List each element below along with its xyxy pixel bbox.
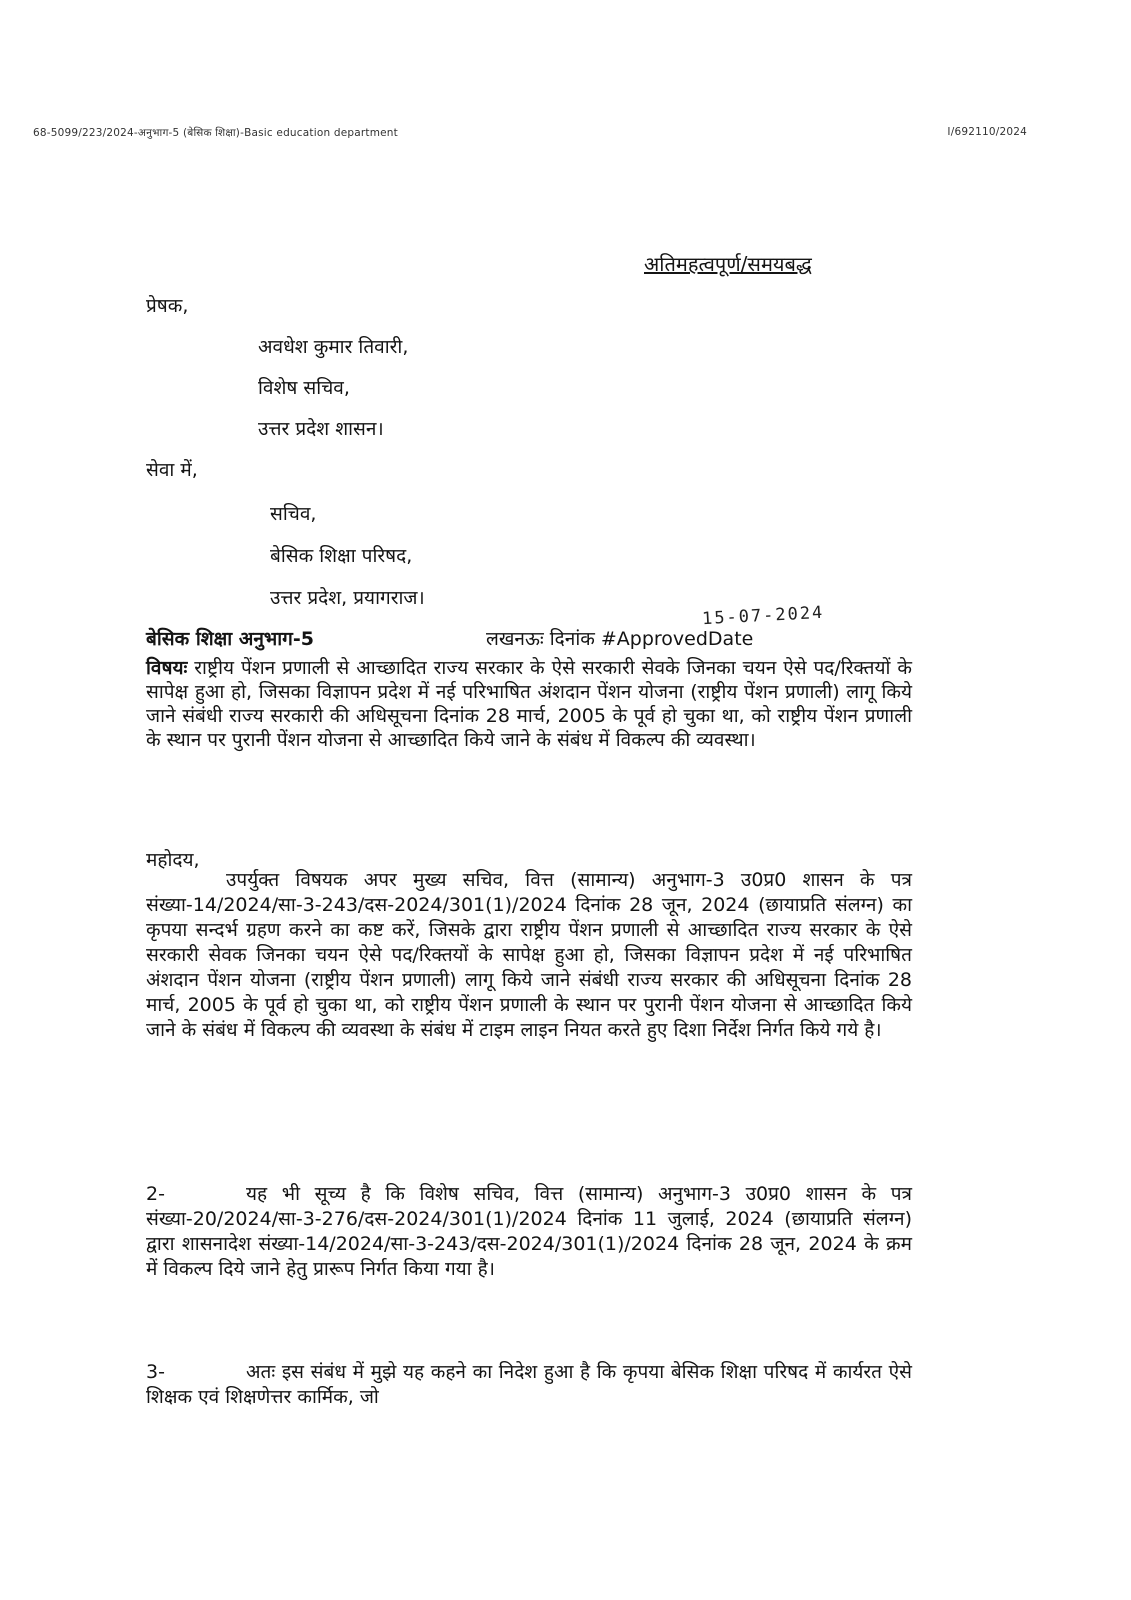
priority-marking: अतिमहत्वपूर्ण/समयबद्ध (644, 252, 812, 276)
paragraph-3-text: अतः इस संबंध में मुझे यह कहने का निदेश हुआ है कि कृपया बेसिक शिक्षा परिषद में कार्यरत ऐसे शिक्षक एवं शिक्षणेत्तर कार्मिक, जो (146, 1361, 912, 1408)
sender-label: प्रेषक, (146, 295, 189, 317)
paragraph-1-text: उपर्युक्त विषयक अपर मुख्य सचिव, वित्त (सामान्य) अनुभाग-3 उ0प्र0 शासन के पत्र संख्या-14/2024/सा-3-243/दस-2024/301(1)/2024 दिनांक 28 जून, 2024 (छायाप्रति संलग्न) का कृपया सन्दर्भ ग्रहण करने का कष्ट करें, जिसके द्वारा राष्ट्रीय पेंशन प्रणाली से आच्छादित राज्य सरकार के ऐसे सरकारी सेवक जिनका चयन ऐसे पद/रिक्तयों के सापेक्ष हुआ हो, जिसका विज्ञापन प्रदेश में नई परिभाषित अंशदान पेंशन योजना (राष्ट्रीय पेंशन प्रणाली) लागू किये जाने संबंधी राज्य सरकार की अधिसूचना दिनांक 28 मार्च, 2005 के पूर्व हो चुका था, को राष्ट्रीय पेंशन प्रणाली के स्थान पर पुरानी पेंशन योजना से आच्छादित किये जाने के संबंध में विकल्प की व्यवस्था के संबंध में टाइम लाइन नियत करते हुए दिशा निर्देश निर्गत किये गये है। (146, 869, 912, 1041)
recipient-label: सेवा में, (146, 459, 198, 481)
reference-line (146, 625, 916, 651)
paragraph-3 (146, 1360, 912, 1410)
receipt-number: I/692110/2024 (947, 126, 1027, 138)
sender-designation: विशेष सचिव, (258, 377, 350, 399)
subject-label: विषयः (146, 657, 188, 679)
handwritten-date: 15-07-2024 (701, 602, 825, 630)
paragraph-2-number: 2- (146, 1183, 165, 1205)
recipient-office: बेसिक शिक्षा परिषद, (270, 545, 413, 567)
paragraph-1 (146, 868, 912, 1043)
sender-office: उत्तर प्रदेश शासन। (258, 418, 384, 440)
file-reference: 68-5099/223/2024-अनुभाग-5 (बेसिक शिक्षा)-Basic education department (33, 127, 398, 139)
subject-text: राष्ट्रीय पेंशन प्रणाली से आच्छादित राज्य सरकार के ऐसे सरकारी सेवके जिनका चयन ऐसे पद/रिक्तयों के सापेक्ष हुआ हो, जिसका विज्ञापन प्रदेश में नई परिभाषित अंशदान पेंशन योजना (राष्ट्रीय पेंशन प्रणाली) लागू किये जाने संबंधी राज्य सरकारी की अधिसूचना दिनांक 28 मार्च, 2005 के पूर्व हो चुका था, को राष्ट्रीय पेंशन प्रणाली के स्थान पर पुरानी पेंशन योजना से आच्छादित किये जाने के संबंध में विकल्प की व्यवस्था। (146, 657, 912, 751)
salutation: महोदय, (146, 849, 200, 871)
recipient-place: उत्तर प्रदेश, प्रयागराज। (270, 587, 425, 609)
department-section: बेसिक शिक्षा अनुभाग-5 (146, 628, 314, 650)
subject-block (146, 656, 912, 752)
paragraph-3-number: 3- (146, 1361, 165, 1383)
paragraph-2 (146, 1182, 912, 1282)
sender-name: अवधेश कुमार तिवारी, (258, 336, 409, 358)
recipient-name: सचिव, (270, 503, 317, 525)
place-and-date: लखनऊः दिनांक #ApprovedDate (486, 628, 754, 650)
paragraph-2-text: यह भी सूच्य है कि विशेष सचिव, वित्त (सामान्य) अनुभाग-3 उ0प्र0 शासन के पत्र संख्या-20/2024/सा-3-276/दस-2024/301(1)/2024 दिनांक 11 जुलाई, 2024 (छायाप्रति संलग्न) द्वारा शासनादेश संख्या-14/2024/सा-3-243/दस-2024/301(1)/2024 दिनांक 28 जून, 2024 के क्रम में विकल्प दिये जाने हेतु प्रारूप निर्गत किया गया है। (146, 1183, 912, 1280)
